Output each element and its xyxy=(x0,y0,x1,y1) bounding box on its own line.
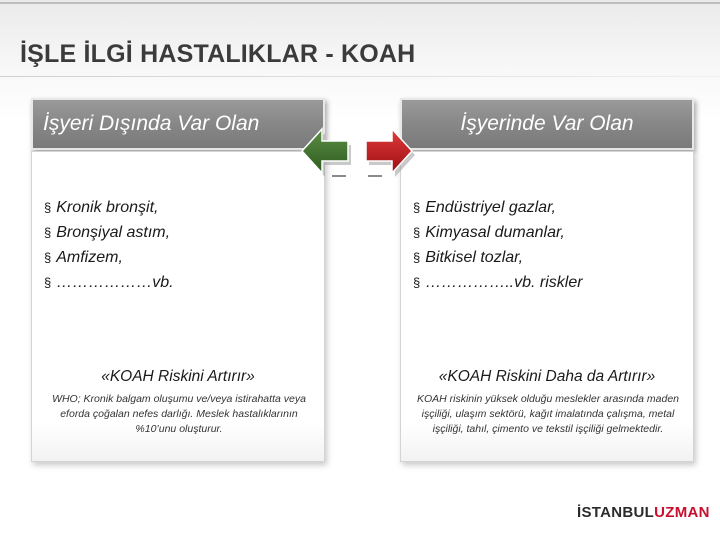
left-arrow-icon xyxy=(296,125,358,187)
top-rule xyxy=(0,2,720,4)
left-bullet-list xyxy=(44,195,174,295)
right-bullet-list xyxy=(413,195,583,295)
left-claim: «KOAH Riskini Artırır» xyxy=(101,368,255,385)
bullet-icon: § xyxy=(413,225,421,240)
left-panel xyxy=(31,151,325,462)
right-note: KOAH riskinin yüksek olduğu meslekler arasında maden işçiliği, ulaşım sektörü, kağıt imalatında çalışma, metal işçiliği, tahıl, çimento ve tekstil işçiliği gelmektedir. xyxy=(416,393,680,435)
list-item: § Bitkisel tozlar, xyxy=(413,249,524,266)
list-item: § ………………vb. xyxy=(44,274,174,291)
right-header xyxy=(400,98,694,150)
bullet-icon: § xyxy=(44,275,52,290)
bullet-icon: § xyxy=(413,275,421,290)
list-item: § Kronik bronşit, xyxy=(44,199,159,216)
bullet-icon: § xyxy=(44,200,52,215)
right-arrow-icon xyxy=(362,125,424,187)
bullet-icon: § xyxy=(413,250,421,265)
left-note: WHO; Kronik balgam oluşumu ve/veya istirahatta veya eforda çoğalan nefes darlığı. Meslek hastalıklarının %10’unu oluşturur. xyxy=(52,393,306,435)
right-panel xyxy=(400,151,694,462)
bullet-icon: § xyxy=(44,225,52,240)
list-item: § Amfizem, xyxy=(44,249,123,266)
left-header xyxy=(31,98,325,150)
slide-title: İŞLE İLGİ HASTALIKLAR - KOAH xyxy=(20,40,416,68)
list-item: § Bronşiyal astım, xyxy=(44,224,171,241)
right-claim: «KOAH Riskini Daha da Artırır» xyxy=(438,368,656,385)
list-item: § Kimyasal dumanlar, xyxy=(413,224,565,241)
list-item: § ……………..vb. riskler xyxy=(413,274,583,291)
right-header-label: İşyerinde Var Olan xyxy=(460,112,634,135)
bullet-icon: § xyxy=(44,250,52,265)
istanbuluzman-logo: İSTANBULUZMAN xyxy=(577,504,710,521)
bullet-icon: § xyxy=(413,200,421,215)
title-divider xyxy=(0,76,720,77)
left-header-label: İşyeri Dışında Var Olan xyxy=(43,112,260,135)
list-item: § Endüstriyel gazlar, xyxy=(413,199,556,216)
